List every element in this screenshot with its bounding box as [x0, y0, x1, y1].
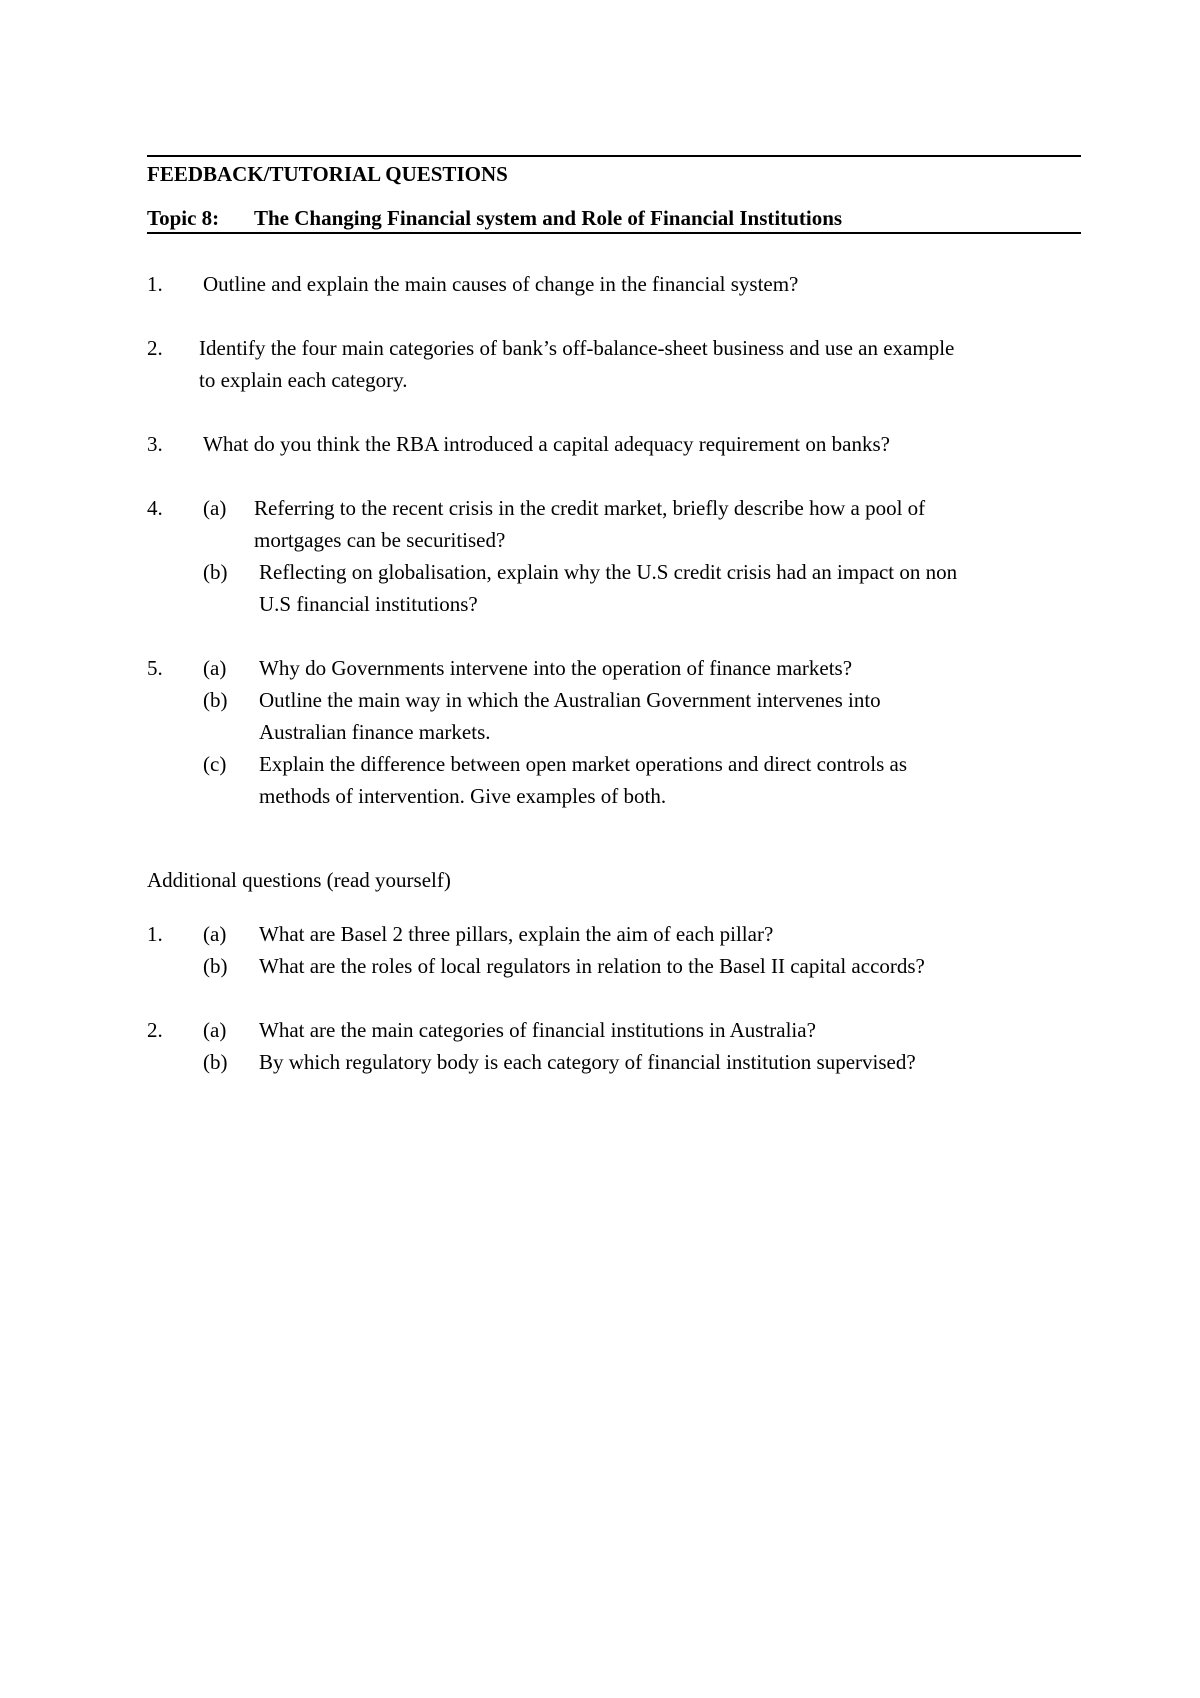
question-text: U.S financial institutions?	[259, 592, 478, 616]
part-label: (a)	[203, 656, 227, 680]
question-number: 4.	[147, 496, 163, 520]
question-text: mortgages can be securitised?	[254, 528, 506, 552]
topic-rule	[147, 232, 1081, 234]
part-label: (c)	[203, 752, 227, 776]
question-text: methods of intervention. Give examples of both.	[259, 784, 667, 808]
part-label: (b)	[203, 688, 228, 712]
question-text: What are the main categories of financial institutions in Australia?	[259, 1018, 816, 1042]
top-rule	[147, 155, 1081, 157]
question-text: Why do Governments intervene into the operation of finance markets?	[259, 656, 853, 680]
question-number: 3.	[147, 432, 163, 456]
question-text: By which regulatory body is each category of financial institution supervised?	[259, 1050, 916, 1074]
topic-label: Topic 8:	[147, 206, 220, 230]
question-number: 5.	[147, 656, 163, 680]
question-text: Identify the four main categories of bank’s off-balance-sheet business and use an example	[199, 336, 955, 360]
question-text: Outline and explain the main causes of change in the financial system?	[203, 272, 799, 296]
part-label: (b)	[203, 560, 228, 584]
part-label: (b)	[203, 1050, 228, 1074]
part-label: (b)	[203, 954, 228, 978]
part-label: (a)	[203, 922, 227, 946]
part-label: (a)	[203, 1018, 227, 1042]
question-number: 2.	[147, 1018, 163, 1042]
question-number: 2.	[147, 336, 163, 360]
question-text: Explain the difference between open market operations and direct controls as	[259, 752, 908, 776]
question-text: What do you think the RBA introduced a capital adequacy requirement on banks?	[203, 432, 890, 456]
question-text: What are the roles of local regulators in relation to the Basel II capital accords?	[259, 954, 925, 978]
question-text: What are Basel 2 three pillars, explain the aim of each pillar?	[259, 922, 774, 946]
question-number: 1.	[147, 272, 163, 296]
question-text: to explain each category.	[199, 368, 408, 392]
topic-title: The Changing Financial system and Role of Financial Institutions	[254, 206, 843, 230]
question-text: Australian finance markets.	[259, 720, 491, 744]
question-number: 1.	[147, 922, 163, 946]
question-text: Reflecting on globalisation, explain why the U.S credit crisis had an impact on non	[259, 560, 958, 584]
additional-heading: Additional questions (read yourself)	[147, 868, 451, 892]
question-text: Outline the main way in which the Australian Government intervenes into	[259, 688, 881, 712]
document-title: FEEDBACK/TUTORIAL QUESTIONS	[147, 162, 508, 186]
part-label: (a)	[203, 496, 227, 520]
question-text: Referring to the recent crisis in the credit market, briefly describe how a pool of	[254, 496, 926, 520]
